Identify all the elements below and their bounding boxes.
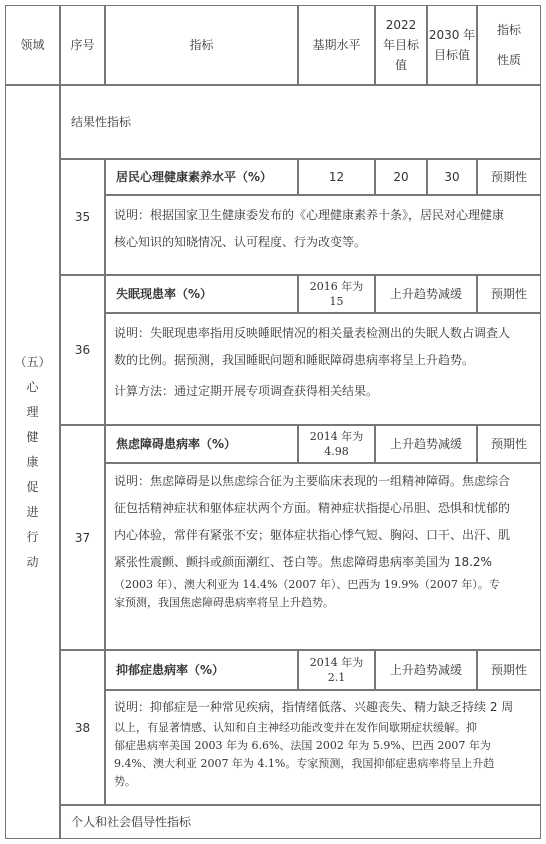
section-result-indicators: 结果性指标 (60, 85, 541, 159)
indicator-note (105, 463, 541, 650)
domain-char: 康 (26, 454, 39, 469)
note-line: 说明：焦虑障碍是以焦虑综合征为主要临床表现的一组精神障碍。焦虑综合 (114, 474, 511, 488)
header-target-2030: 2030 年 目标值 (427, 5, 477, 85)
header-target-2022: 2022 年目标 值 (375, 5, 427, 85)
target-2030-value: 30 (427, 159, 477, 195)
section-advocacy-indicators: 个人和社会倡导性指标 (60, 805, 541, 839)
baseline-value: 2016 年为 15 (298, 275, 375, 313)
header-no: 序号 (60, 5, 105, 85)
note-line: 势。 (114, 775, 136, 788)
note-line: 说明：抑郁症是一种常见疾病，指情绪低落、兴趣丧失、精力缺乏持续 2 周 (114, 700, 514, 714)
indicator-table (5, 5, 541, 839)
indicator-note (105, 195, 541, 275)
calculation-method: 计算方法：通过定期开展专项调查获得相关结果。 (114, 384, 379, 398)
trend-value: 上升趋势减缓 (375, 425, 477, 463)
note-line: 核心知识的知晓情况、认可程度、行为改变等。 (114, 235, 367, 249)
nature-value: 预期性 (477, 650, 541, 690)
indicator-name: 抑郁症患病率（%） (105, 650, 298, 690)
nature-value: 预期性 (477, 159, 541, 195)
note-line: （2003 年）、澳大利亚为 14.4%（2007 年）、巴西为 19.9%（2007 年）。专 (114, 578, 500, 591)
baseline-value: 2014 年为 4.98 (298, 425, 375, 463)
domain-char: 理 (26, 404, 39, 419)
domain-char: 进 (26, 504, 39, 519)
note-line: 9.4%、澳大利亚 2007 年为 4.1%。专家预测，我国抑郁症患病率将呈上升趋 (114, 757, 495, 770)
indicator-note (105, 313, 541, 425)
domain-paren: （五） (14, 354, 51, 369)
nature-value: 预期性 (477, 425, 541, 463)
domain-char: 心 (26, 379, 39, 394)
header-baseline: 基期水平 (298, 5, 375, 85)
note-line: 家预测，我国焦虑障碍患病率将呈上升趋势。 (114, 596, 334, 609)
note-line: 紧张性震颤、颤抖或颜面潮红、苍白等。焦虑障碍患病率美国为 18.2% (114, 555, 492, 569)
row-number: 38 (60, 650, 105, 805)
indicator-name: 失眠现患率（%） (105, 275, 298, 313)
row-number: 36 (60, 275, 105, 425)
note-line: 说明：失眠现患率指用反映睡眠情况的相关量表检测出的失眠人数占调查人 (114, 326, 511, 340)
trend-value: 上升趋势减缓 (375, 275, 477, 313)
trend-value: 上升趋势减缓 (375, 650, 477, 690)
target-2022-value: 20 (375, 159, 427, 195)
nature-value: 预期性 (477, 275, 541, 313)
domain-label (5, 85, 60, 839)
domain-char: 行 (26, 529, 39, 544)
baseline-value: 2014 年为 2.1 (298, 650, 375, 690)
note-line: 说明：根据国家卫生健康委发布的《心理健康素养十条》，居民对心理健康 (114, 208, 505, 222)
note-line: 以上，有显著情感、认知和自主神经功能改变并在发作间歇期症状缓解。抑 (114, 721, 477, 734)
baseline-value: 12 (298, 159, 375, 195)
row-number: 35 (60, 159, 105, 275)
indicator-note (105, 690, 541, 805)
domain-char: 健 (26, 429, 39, 444)
note-line: 郁症患病率美国 2003 年为 6.6%、法国 2002 年为 5.9%、巴西 2007 年为 (114, 739, 491, 752)
note-line: 内心体验，常伴有紧张不安；躯体症状指心悸气短、胸闷、口干、出汗、肌 (114, 528, 511, 542)
header-domain: 领域 (5, 5, 60, 85)
row-number: 37 (60, 425, 105, 650)
note-line: 数的比例。据预测，我国睡眠问题和睡眠障碍患病率将呈上升趋势。 (114, 353, 475, 367)
note-line: 征包括精神症状和躯体症状两个方面。精神症状指提心吊胆、恐惧和忧郁的 (114, 501, 511, 515)
header-indicator: 指标 (105, 5, 298, 85)
indicator-name: 居民心理健康素养水平（%） (105, 159, 298, 195)
domain-char: 促 (26, 479, 39, 494)
domain-char: 动 (26, 554, 39, 569)
indicator-name: 焦虑障碍患病率（%） (105, 425, 298, 463)
header-nature: 指标 性质 (477, 5, 541, 85)
